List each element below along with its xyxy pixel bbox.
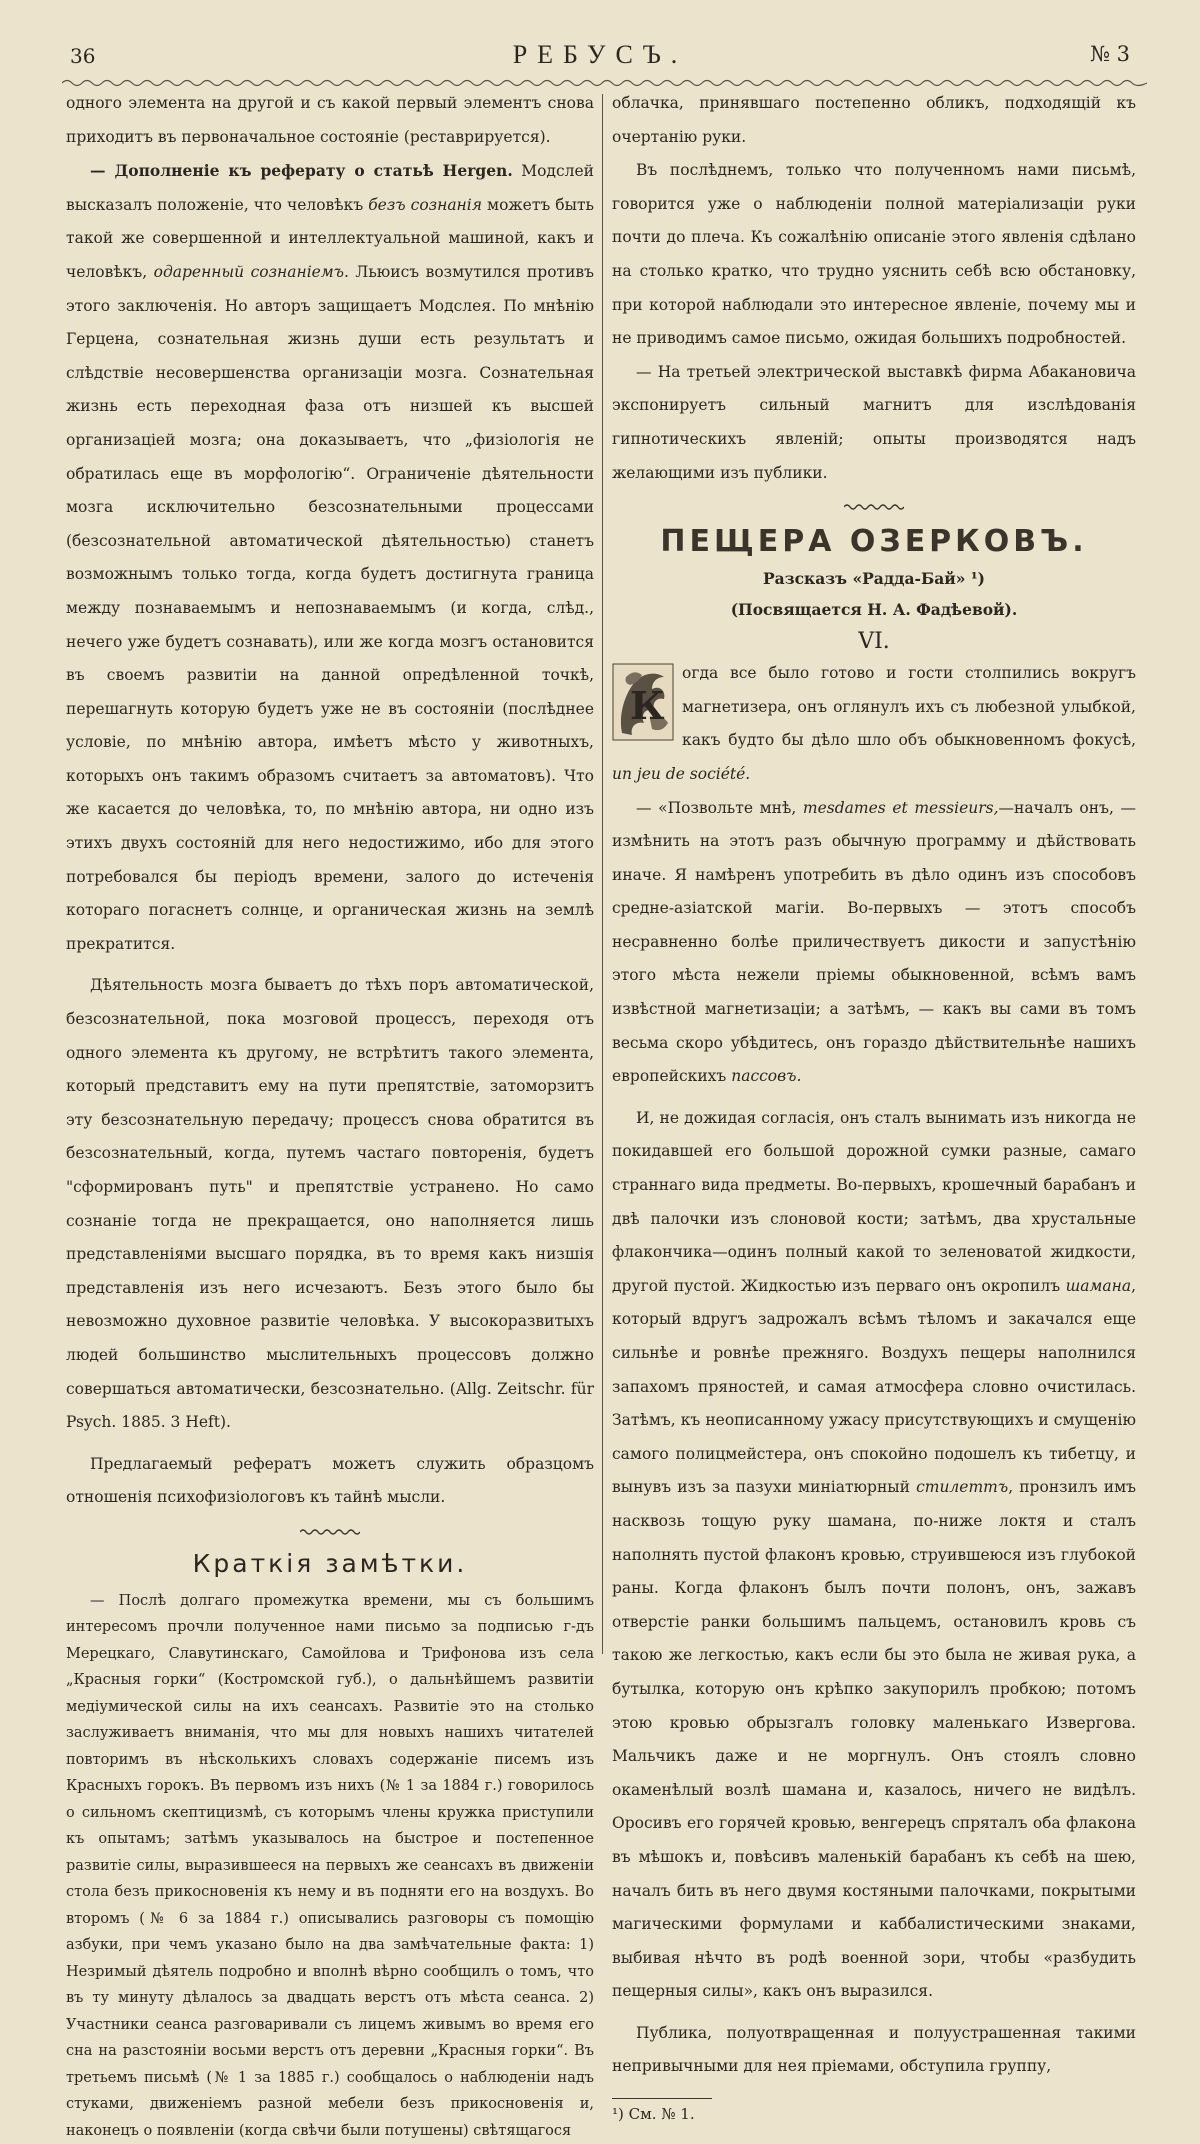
column-divider (602, 94, 603, 1654)
svg-text:К: К (630, 683, 665, 729)
paragraph: облачка, принявшаго постепенно обликъ, подходящій къ очертанію руки. (612, 94, 1136, 146)
paragraph: Публика, полуотвращенная и полуустрашенная такими непривычными для нея пріемами, обступила группу, (612, 2023, 1136, 2076)
footnote: ¹) См. № 1. (612, 2105, 695, 2124)
page-header (70, 38, 1130, 78)
paragraph: — Дополненіе къ реферату о статьѣ Hergen. Модслей высказалъ положеніе, что человѣкъ безъ сознанія можетъ быть такой же совершенной и интеллектуальной машиной, какъ и человѣкъ, одаренный сознаніемъ. Льюисъ возмутился противъ этого заключенія. Но авторъ защищаетъ Модслея. По мнѣнію Герцена, сознательная жизнь души есть результатъ и слѣдствіе несовершенства организаціи мозга. Сознательная жизнь есть переходная фаза отъ низшей къ высшей организаціей мозга; она доказываетъ, что „физіологія не обратилась еще въ морфологію“. Ограниченіе дѣятельности мозга исключительно безсознательными процессами (безсознательной автоматической дѣятельностью) станетъ возможнымъ только тогда, когда будетъ достигнута граница между познаваемымъ и непознаваемымъ (и когда, слѣд., нечего уже будетъ сознавать), или же когда мозгъ остановится въ своемъ развитіи на данной опредѣленной точкѣ, перешагнуть которую будетъ уже не въ состояніи (послѣднее условіе, по мнѣнію автора, имѣетъ мѣсто у животныхъ, которыхъ онъ такимъ образомъ считаетъ за автоматовъ). Что же касается до человѣка, то, по мнѣнію автора, ни одно изъ этихъ двухъ состояній для него недостижимо, ибо для этого потребовался бы періодъ времени, залого до истеченія котораго погаснетъ солнце, и органическая жизнь на землѣ прекратится. (66, 161, 595, 953)
footnote-rule (612, 2098, 712, 2099)
page-number: 36 (70, 44, 96, 68)
paragraph: одного элемента на другой и съ какой первый элементъ снова приходитъ въ первоначальное состояніе (реставрируется). (66, 94, 594, 146)
left-column (66, 87, 594, 2144)
paragraph: — На третьей электрической выставкѣ фирма Абакановича экспонируетъ сильный магнитъ для изслѣдованія гипнотическихъ явленій; опыты производятся надъ желающими изъ публики. (612, 362, 1136, 482)
paragraph: Предлагаемый рефератъ можетъ служить образцомъ отношенія психофизіологовъ къ тайнѣ мысли. (66, 1454, 594, 1507)
chapter-number: VI. (858, 629, 890, 655)
section-title: Краткія замѣтки. (192, 1548, 468, 1578)
issue-number: № 3 (1090, 42, 1130, 66)
paragraph: Въ послѣднемъ, только что полученномъ нами письмѣ, говорится уже о наблюденіи полной матеріализаціи руки почти до плеча. Къ сожалѣнію описаніе этого явленія сдѣлано на столько кратко, что трудно уяснить себѣ всю обстановку, при которой наблюдали это интересное явленіе, почему мы и не приводимъ самое письмо, ожидая большихъ подробностей. (612, 161, 1136, 348)
paragraph: огда все было готово и гости столпились вокругъ магнетизера, онъ оглянулъ ихъ съ любезной улыбкой, какъ будто бы дѣло шло объ обыкновенномъ фокусѣ, un jeu de société. (612, 664, 1136, 783)
dedication: (Посвящается Н. А. Фадѣевой). (730, 600, 1018, 620)
right-column (612, 87, 1136, 2123)
ornament-separator (844, 502, 904, 512)
section-lead: — Дополненіе къ реферату о статьѣ Hergen. (90, 161, 513, 181)
paragraph: И, не дожидая согласія, онъ сталъ вынимать изъ никогда не покидавшей его большой дорожной сумки разные, самаго страннаго вида предметы. Во-первыхъ, крошечный барабанъ и двѣ палочки изъ слоновой кости; затѣмъ, два хрустальные флакончика—одинъ полный какой то зеленоватой жидкости, другой пустой. Жидкостью изъ перваго онъ окропилъ шамана, который вдругъ задрожалъ всѣмъ тѣломъ и закачался еще сильнѣе и ровнѣе прежняго. Воздухъ пещеры наполнился запахомъ пряностей, и самая атмосфера словно очистилась. Затѣмъ, къ неописанному ужасу присутствующихъ и смущенію самого полицмейстера, онъ спокойно подошелъ къ тибетцу, и вынувъ изъ за пазухи миніатюрный стилеттъ, пронзилъ имъ насквозь тощую руку шамана, по-ниже локтя и сталъ наполнять пустой флаконъ кровью, струившеюся изъ глубокой раны. Когда флаконъ былъ почти полонъ, онъ, зажавъ отверстіе ранки большимъ пальцемъ, остановилъ кровь съ такою же легкостью, какъ если бы это была не живая рука, а бутылка, которую онъ крѣпко закупорилъ пробкою; потомъ этою кровью обрызгалъ головку маленькаго Извергова. Мальчикъ даже и не моргнулъ. Онъ стоялъ словно окаменѣлый возлѣ шамана и, казалось, ничего не видѣлъ. Оросивъ его горячей кровью, венгерецъ спряталъ оба флакона въ мѣшокъ и, повѣсивъ маленькій барабанъ къ себѣ на шею, началъ бить въ него двумя костяными палочками, покрытыми магическими формулами и каббалистическими знаками, выбивая нѣчто въ родѣ военной зори, чтобы «разбудить пещерныя силы», какъ онъ выразился. (612, 1108, 1136, 2001)
journal-title: РЕБУСЪ. (512, 40, 688, 69)
paragraph: Дѣятельность мозга бываетъ до тѣхъ поръ автоматической, безсознательной, пока мозговой процессъ, переходя отъ одного элемента къ другому, не встрѣтитъ такого элемента, который представитъ ему на пути препятствіе, затоморзитъ эту безсознательную передачу; процессъ снова обратится въ безсознательный, когда, путемъ частаго повторенія, будетъ "сформированъ путь" и препятствіе устранено. Но само сознаніе тогда не прекращается, оно наполняется лишь представленіями высшаго порядка, въ то время какъ низшія представленія изъ него исчезаютъ. Безъ этого было бы невозможно духовное развитіе человѣка. У высокоразвитыхъ людей большинство мыслительныхъ процессовъ должно совершаться автоматически, безсознательно. (Allg. Zeitschr. für Psych. 1885. 3 Heft). (66, 976, 594, 1432)
paragraph: — «Позвольте мнѣ, mesdames et messieurs,—началъ онъ, — измѣнить на этотъ разъ обычную программу и дѣйствовать иначе. Я намѣренъ употребить въ дѣло одинъ изъ способовъ средне-азіатской магіи. Во-первыхъ — этотъ способъ несравненно болѣе приличествуетъ дикости и запустѣнію этого мѣста нежели пріемы обыкновенной, всѣмъ вамъ извѣстной магнетизаціи; а затѣмъ, — какъ вы сами въ томъ весьма скоро убѣдитесь, онъ гораздо дѣйствительнѣе нашихъ европейскихъ пассовъ. (612, 798, 1136, 1086)
ornament-separator (300, 1527, 360, 1537)
decorative-initial-icon (612, 663, 674, 741)
story-title: ПЕЩЕРА ОЗЕРКОВЪ. (660, 524, 1088, 560)
paragraph: — Послѣ долгаго промежутка времени, мы съ большимъ интересомъ прочли полученное нами письмо за подписью г-дъ Мерецкаго, Славутинскаго, Самойлова и Трифонова изъ села „Красныя горки“ (Костромской губ.), о дальнѣйшемъ развитіи медіумической силы на ихъ сеансахъ. Развитіе это на столько заслуживаетъ вниманія, что мы для новыхъ нашихъ читателей повторимъ въ нѣсколькихъ словахъ содержаніе писемъ изъ Красныхъ горокъ. Въ первомъ изъ нихъ (№ 1 за 1884 г.) говорилось о сильномъ скептицизмѣ, съ которымъ члены кружка приступили къ опытамъ; затѣмъ указывалось на быстрое и постепенное развитіе силы, выразившееся на первыхъ же сеансахъ въ движеніи стола безъ прикосновенія къ нему и въ подняти его на воздухъ. Во второмъ (№ 6 за 1884 г.) описывались разговоры съ помощію азбуки, при чемъ указано было на два замѣчательные факта: 1) Незримый дѣятель подробно и вполнѣ вѣрно сообщилъ о томъ, что въ ту минуту дѣлалось за двадцать верстъ отъ мѣста сеанса. 2) Участники сеанса разговаривали съ лицемъ живымъ во время его сна на разстояніи восьми верстъ отъ деревни „Красныя горки“. Въ третьемъ письмѣ (№ 1 за 1885 г.) сообщалось о наблюденіи надъ стуками, движеніемъ разной мебели безъ прикосновенія и, наконецъ о появленіи (когда свѣчи были потушены) свѣтящагося (66, 1592, 594, 2139)
story-subtitle: Разсказъ «Радда-Бай» ¹) (763, 569, 985, 589)
